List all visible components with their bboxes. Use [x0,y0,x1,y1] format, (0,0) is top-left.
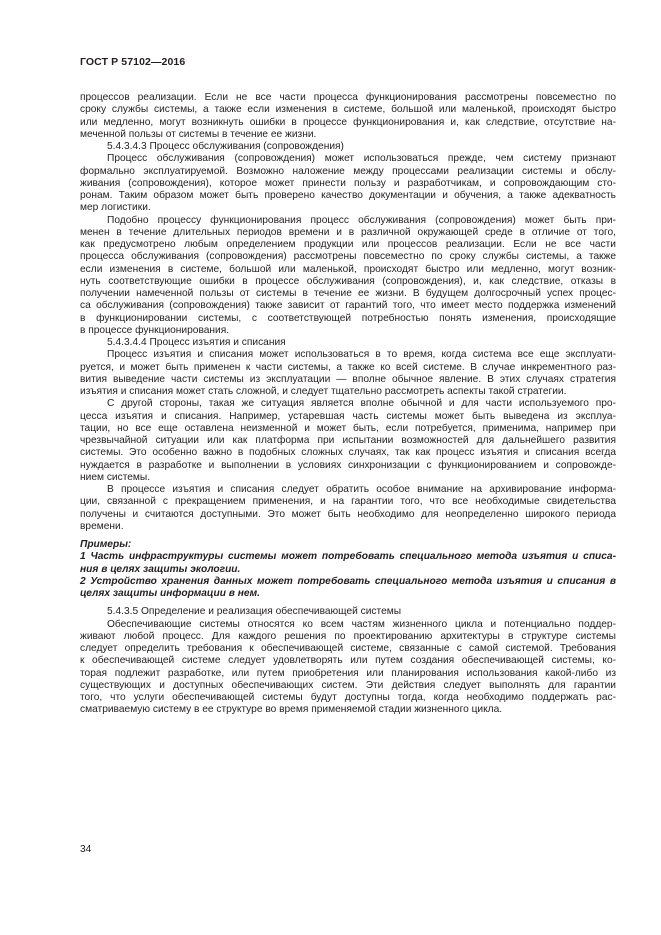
text-line: С другой стороны, такая же ситуация является вполне обычной и для части используемого про- [107,398,616,410]
text-line: вития выведение части системы из эксплуатации — вполне обычное явление. В этих случаях стратегия [80,373,616,385]
text-line: сматриваемую систему в ее структуре во время применяемой стадии жизненного цикла. [80,704,503,716]
text-line: в функционировании системы, с соответствующей потребностью понять изменения, происходящие [80,312,616,324]
text-line: ронам. Таким образом может быть проверено качество документации и обучения, а также адекватность [80,190,616,201]
section-heading: 5.4.3.4.3 Процесс обслуживания (сопровождения) [107,141,344,152]
example-line: целях защиты информации в нем. [80,588,260,599]
text-line: Обеспечивающие системы относятся ко всем частям жизненного цикла и потенциально поддер- [107,618,616,630]
text-line: получены и считаются доступными. Это может быть необходимо для неопределенно широкого периода [80,508,616,520]
text-line: следует определить требования к обеспечивающей системе, связанные с самой системой. Требования [80,643,616,654]
text-line: живания (сопровождения), которое может принести пользу и разработчикам, и сопровождающим сто- [80,177,616,189]
text-line: существующих и доступных обеспечивающих систем. Эти действия следует выполнять для гарантии [80,679,616,691]
text-line: живают любой процесс. Для каждого решения по проектированию архитектуры в структуре системы [80,630,616,642]
text-line: Подобно процессу функционирования процесс обслуживания (сопровождения) может быть при- [107,214,616,226]
text-line: торая подлежит разработке, или путем приобретения или планирования использования какой-либо из [80,667,616,679]
text-line: ции, связанной с прекращением применения, и на гарантии того, что все необходимые свидетельства [80,496,616,508]
text-line: чрезвычайной ситуации или как платформа при испытании возможностей для дальнейшего развития [80,435,616,446]
text-line: руется, и может быть применен к части системы, а также ко всей системе. В случае инкрементного раз- [80,361,616,373]
document-body [80,92,616,717]
text-line: процесса обслуживания (сопровождения) рассмотрены повсеместно по сроку службы системы, а также [80,251,616,263]
text-line: цесса изъятия и списания. Например, устаревшая часть системы может быть выведена из эксплуа- [80,410,616,422]
text-line: системы. Это особенно важно в подобных сложных случаях, так как процесс изъятия и списания всегда [80,447,616,459]
text-line: са обслуживания (сопровождения) также зависит от гарантий того, что имеет место поддержка изменений [80,300,616,312]
text-line: к обеспечивающей системе следует удовлетворять или путем создания обеспечивающей системы, ко- [80,655,616,667]
text-line: времени. [80,520,124,532]
text-line: процессов реализации. Если не все части процесса функционирования рассмотрены повсеместно по [80,92,616,103]
text-line: получении намеченной пользы от системы в течение ее жизни. В будущем долгосрочный успех процес- [80,288,616,299]
example-line: ния в целях защиты экологии. [80,563,241,575]
text-line: нуть соответствующие ошибки в процессе обслуживания (сопровождения), и, как следствие, отказы в [80,275,616,287]
text-line: формально эксплуатируемой. Возможно наложение между процессами реализации системы и обслу- [80,165,616,177]
text-line: или медленно, могут возникнуть ошибки в процессе функционирования и, как следствие, отсутствие на- [80,116,616,128]
text-line: того, что услуги обеспечивающей системы будут доступны тогда, когда необходимо поддержать рас- [80,692,616,703]
text-line: Процесс обслуживания (сопровождения) может использоваться прежде, чем систему признают [107,153,616,165]
text-line: нуждается в разработке и выполнении в условиях синхронизации с функционированием и сопровожде- [80,459,616,471]
example-line: 2 Устройство хранения данных может потребовать специального метода изъятия и списания в [80,575,616,587]
text-line: изъятия и списания может стать сложной, и следует тщательно рассмотреть аспекты такой стратегии. [80,386,567,397]
example-line: 1 Часть инфраструктуры системы может потребовать специального метода изъятия и списа- [80,551,616,563]
text-line: сроку службы системы, а также если изменения в системе, большой или маленькой, происходят быстро [80,104,616,116]
text-line: нием системы. [80,471,151,483]
examples-label: Примеры: [80,539,132,550]
text-line: в процессе функционирования. [80,324,230,336]
text-line: меченной пользы от системы в течение ее жизни. [80,128,317,140]
page-number: 34 [80,844,92,855]
text-line: менен в течение длительных периодов времени и в различной окружающей среде в отличие от того, [80,226,616,238]
text-line: Процесс изъятия и списания может использоваться в то время, когда система все еще эксплуати- [107,349,616,361]
document-header: ГОСТ Р 57102—2016 [80,56,186,68]
text-line: мер логистики. [80,202,151,214]
section-heading: 5.4.3.4.4 Процесс изъятия и списания [107,337,286,348]
section-heading: 5.4.3.5 Определение и реализация обеспечивающей системы [107,606,402,618]
text-line: если изменения в системе, большой или маленькой, происходят быстро или медленно, могут возник- [80,263,616,275]
text-line: как предусмотрено любым определением продукции или процессов реализации. Если не все части [80,239,616,250]
text-line: тации, но все еще оставлена неизменной и может быть, если потребуется, применима, например при [80,422,616,434]
text-line: В процессе изъятия и списания следует обратить особое внимание на архивирование информа- [107,484,616,495]
